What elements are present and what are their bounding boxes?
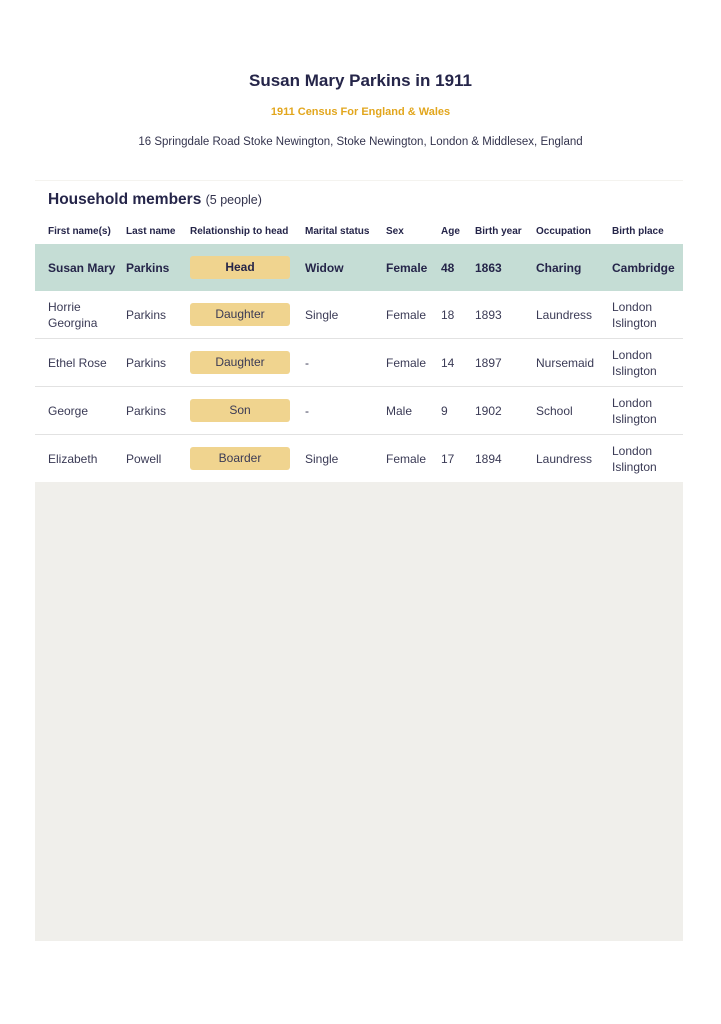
- cell-birth-place: London Islington: [612, 339, 683, 387]
- relationship-badge: Head: [190, 256, 290, 279]
- cell-birth-place: London Islington: [612, 443, 657, 474]
- cell-sex: Female: [386, 451, 427, 466]
- cell-last-name: Powell: [126, 451, 162, 466]
- table-row[interactable]: [35, 387, 683, 435]
- cell-last-name: Parkins: [126, 291, 190, 339]
- cell-first-name: Susan Mary: [35, 244, 126, 291]
- cell-marital-status: Single: [305, 291, 386, 339]
- table-row[interactable]: [35, 339, 683, 387]
- page-title: Susan Mary Parkins in 1911: [248, 71, 472, 90]
- col-header-occupation: Occupation: [536, 226, 592, 237]
- cell-last-name: Parkins: [126, 387, 190, 435]
- cell-sex: Female: [386, 291, 441, 339]
- cell-age: 17: [441, 451, 455, 466]
- cell-relationship: [190, 291, 305, 339]
- cell-birth-year: 1897: [475, 339, 536, 387]
- cell-relationship: [190, 339, 305, 387]
- cell-birth-year: 1902: [475, 387, 536, 435]
- household-panel: [35, 180, 683, 941]
- cell-age: 14: [441, 339, 475, 387]
- cell-marital-status: Single: [305, 451, 339, 466]
- cell-last-name: Parkins: [126, 339, 190, 387]
- col-header-birth-place: Birth place: [612, 226, 664, 237]
- cell-occupation: Nursemaid: [536, 339, 612, 387]
- household-card: [35, 180, 683, 482]
- cell-relationship: [190, 244, 305, 291]
- cell-occupation: Laundress: [536, 291, 612, 339]
- cell-marital-status: Widow: [305, 244, 386, 291]
- cell-birth-year: 1863: [475, 244, 536, 291]
- household-heading-label: Household members: [48, 191, 202, 208]
- cell-age: 18: [441, 291, 475, 339]
- table-row[interactable]: [35, 291, 683, 339]
- cell-relationship: [190, 387, 305, 435]
- census-subtitle: 1911 Census For England & Wales: [270, 106, 451, 118]
- cell-birth-year: 1893: [475, 291, 536, 339]
- cell-occupation: Laundress: [536, 451, 593, 466]
- cell-sex: Male: [386, 387, 441, 435]
- cell-age: 48: [441, 244, 475, 291]
- col-header-last-name: Last name: [126, 226, 176, 237]
- household-heading: [48, 191, 262, 209]
- cell-birth-place: Cambridge: [612, 244, 683, 291]
- relationship-badge: Daughter: [190, 303, 290, 326]
- household-table: [35, 219, 683, 482]
- cell-birth-year: 1894: [475, 451, 502, 466]
- household-count: (5 people): [205, 193, 262, 207]
- census-address: 16 Springdale Road Stoke Newington, Stoke Newington, London & Middlesex, England: [138, 136, 583, 148]
- cell-occupation: School: [536, 387, 612, 435]
- cell-first-name: Ethel Rose: [35, 339, 126, 387]
- cell-first-name: George: [35, 387, 126, 435]
- cell-first-name: Horrie Georgina: [35, 291, 126, 339]
- relationship-badge: Son: [190, 399, 290, 422]
- cell-sex: Female: [386, 244, 441, 291]
- col-header-relationship: Relationship to head: [190, 226, 289, 237]
- col-header-age: Age: [441, 226, 460, 237]
- cell-age: 9: [441, 387, 475, 435]
- table-row[interactable]: [35, 244, 683, 291]
- relationship-badge: Daughter: [190, 351, 290, 374]
- col-header-first-name: First name(s): [48, 226, 111, 237]
- cell-last-name: Parkins: [126, 244, 190, 291]
- col-header-sex: Sex: [386, 226, 404, 237]
- relationship-badge: Boarder: [190, 447, 290, 470]
- col-header-marital-status: Marital status: [305, 226, 370, 237]
- cell-birth-place: London Islington: [612, 387, 683, 435]
- table-row[interactable]: [35, 435, 683, 483]
- cell-birth-place: London Islington: [612, 291, 683, 339]
- cell-relationship: [190, 435, 305, 483]
- cell-first-name: Elizabeth: [48, 451, 98, 466]
- cell-marital-status: -: [305, 387, 386, 435]
- cell-occupation: Charing: [536, 244, 612, 291]
- cell-sex: Female: [386, 339, 441, 387]
- cell-marital-status: -: [305, 339, 386, 387]
- col-header-birth-year: Birth year: [475, 226, 522, 237]
- table-header-row: [35, 219, 683, 244]
